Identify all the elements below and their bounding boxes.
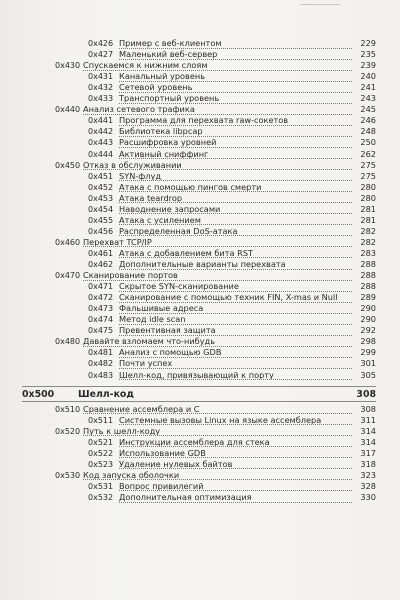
toc-code: 0x443	[88, 138, 114, 148]
toc-subsection-row	[0, 347, 376, 358]
toc-page-number: 314	[360, 425, 376, 436]
toc-title: Метод idle scan	[119, 314, 352, 325]
toc-title: Дополнительная оптимизация	[119, 492, 352, 503]
toc-title: Превентивная защита	[119, 325, 352, 336]
toc-page-number: 288	[360, 270, 376, 281]
toc-title: Программа для перехвата raw-сокетов	[119, 115, 352, 126]
toc-title: Фальшивые адреса	[119, 303, 352, 314]
toc-page-number: 246	[360, 115, 376, 126]
toc-code: 0x426	[88, 39, 114, 48]
toc-subsection-row	[0, 492, 376, 503]
toc-title: Вопрос привилегий	[119, 481, 352, 492]
toc-code: 0x474	[88, 315, 114, 325]
toc-code: 0x451	[88, 171, 114, 181]
toc-page-number: 282	[360, 236, 376, 247]
toc-section-row	[0, 336, 376, 347]
toc-title: Расшифровка уровней	[119, 137, 352, 148]
toc-page-number: 308	[360, 403, 376, 414]
toc-code: 0x520	[55, 426, 81, 436]
toc-code: 0x450	[55, 160, 81, 170]
toc-subsection-row	[0, 415, 376, 426]
toc-subsection-row	[0, 182, 376, 193]
toc-code: 0x510	[55, 404, 81, 414]
toc-title: Инструкции ассемблера для стека	[119, 437, 352, 448]
toc-subsection-row	[0, 459, 376, 470]
toc-subsection-row	[0, 215, 376, 226]
toc-title: Атака с помощью пингов смерти	[119, 182, 352, 193]
toc-code: 0x471	[88, 282, 114, 292]
toc-code: 0x470	[55, 271, 81, 281]
toc-subsection-row	[0, 38, 376, 49]
toc-title: Атака teardrop	[119, 193, 352, 204]
toc-section-row	[0, 237, 376, 248]
toc-page-number: 281	[360, 214, 376, 225]
toc-section-row	[0, 426, 376, 437]
toc-title: Шелл-код, привязывающий к порту	[119, 370, 352, 381]
toc-subsection-row	[0, 82, 376, 93]
toc-page-number: 282	[360, 225, 376, 236]
toc-page-number: 281	[360, 203, 376, 214]
toc-code: 0x522	[88, 448, 114, 458]
toc-code: 0x483	[88, 370, 114, 380]
toc-subsection-row	[0, 171, 376, 182]
toc-subsection-row	[0, 370, 376, 381]
toc-title: Шелл-код	[78, 388, 134, 399]
toc-page-number: 301	[360, 358, 376, 369]
toc-code: 0x456	[88, 226, 114, 236]
toc-subsection-row	[0, 325, 376, 336]
toc-title: Спускаемся к нижним слоям	[83, 60, 352, 71]
toc-code: 0x480	[55, 337, 81, 347]
toc-page-number: 288	[360, 281, 376, 292]
toc-page-number: 318	[360, 458, 376, 469]
toc-page-number: 280	[360, 192, 376, 203]
toc-title: Системные вызовы Linux на языке ассемблера	[119, 415, 352, 426]
toc-code: 0x472	[88, 293, 114, 303]
toc-page-number: 250	[360, 137, 376, 148]
toc-title: Сетевой уровень	[119, 82, 352, 93]
toc-title: SYN-флуд	[119, 171, 352, 182]
toc-code: 0x431	[88, 72, 114, 82]
toc-title: Маленький веб-сервер	[119, 49, 352, 60]
toc-code: 0x432	[88, 83, 114, 93]
toc-code: 0x530	[55, 470, 81, 480]
toc-page-number: 299	[360, 347, 376, 358]
toc-code: 0x532	[88, 493, 114, 502]
toc-code: 0x511	[88, 415, 114, 425]
toc-title: Пример с веб-клиентом	[119, 38, 352, 49]
toc-page-number: 298	[360, 336, 376, 347]
toc-title: Сравнение ассемблера и C	[83, 404, 352, 415]
toc-title: Анализ с помощью GDB	[119, 347, 352, 358]
toc-title: Почти успех	[119, 358, 352, 369]
toc-title: Использование GDB	[119, 448, 352, 459]
toc-title: Дополнительные варианты перехвата	[119, 259, 352, 270]
toc-section-row	[0, 470, 376, 481]
toc-code: 0x427	[88, 50, 114, 60]
toc-subsection-row	[0, 259, 376, 270]
toc-code: 0x441	[88, 116, 114, 126]
toc-subsection-row	[0, 115, 376, 126]
toc-code: 0x500	[22, 388, 55, 400]
toc-page-number: 305	[360, 369, 376, 380]
toc-section-row	[0, 270, 376, 281]
toc-subsection-row	[0, 281, 376, 292]
toc-subsection-row	[0, 193, 376, 204]
toc-title: Распределенная DoS-атака	[119, 226, 352, 237]
toc-page-number: 288	[360, 259, 376, 269]
toc-page-number: 292	[360, 325, 376, 336]
toc-title: Атака с усилением	[119, 215, 352, 226]
toc-title: Перехват TCP/IP	[83, 237, 352, 248]
toc-page-number: 289	[360, 292, 376, 303]
toc-code: 0x521	[88, 437, 114, 447]
toc-subsection-row	[0, 314, 376, 325]
toc-subsection-row	[0, 93, 376, 104]
toc-title: Скрытое SYN-сканирование	[119, 281, 352, 292]
toc-page-number: 275	[360, 170, 376, 181]
toc-page-number: 283	[360, 247, 376, 258]
toc-chapter-row	[0, 389, 376, 400]
toc-title: Активный сниффинг	[119, 149, 352, 160]
toc-page-number: 280	[360, 181, 376, 192]
toc-code: 0x460	[55, 237, 81, 247]
toc-code: 0x461	[88, 248, 114, 258]
toc-subsection-row	[0, 126, 376, 137]
toc-code: 0x433	[88, 94, 114, 104]
toc-code: 0x481	[88, 348, 114, 358]
toc-page-number: 328	[360, 480, 376, 491]
chapter-rule	[22, 401, 376, 402]
toc-subsection-row	[0, 49, 376, 60]
toc-title: Отказ в обслуживании	[83, 160, 352, 171]
toc-code: 0x455	[88, 215, 114, 225]
toc-page-number: 229	[360, 38, 376, 48]
toc-page-number: 311	[360, 414, 376, 425]
toc-code: 0x523	[88, 459, 114, 469]
chapter-rule	[22, 386, 376, 387]
toc-page-number: 248	[360, 126, 376, 137]
toc-title: Сканирование с помощью техник FIN, X-mas и Null	[119, 292, 352, 303]
toc-page-number: 275	[360, 159, 376, 170]
toc-page-number: 239	[360, 60, 376, 71]
toc-page-number: 240	[360, 71, 376, 82]
toc-page-number: 243	[360, 93, 376, 104]
toc-code: 0x473	[88, 304, 114, 314]
toc-subsection-row	[0, 481, 376, 492]
toc-section-row	[0, 160, 376, 171]
toc-page-number: 245	[360, 104, 376, 115]
toc-title: Давайте взломаем что-нибудь	[83, 336, 352, 347]
toc-code: 0x482	[88, 359, 114, 369]
toc-title: Канальный уровень	[119, 71, 352, 82]
toc-title: Код запуска оболочки	[83, 470, 352, 481]
toc-subsection-row	[0, 248, 376, 259]
toc-page-number: 290	[360, 314, 376, 325]
toc-code: 0x453	[88, 193, 114, 203]
toc-title: Наводнение запросами	[119, 204, 352, 215]
toc-page-number: 317	[360, 447, 376, 458]
toc-subsection-row	[0, 358, 376, 369]
toc-subsection-row	[0, 137, 376, 148]
toc-subsection-row	[0, 437, 376, 448]
toc-page-number: 330	[360, 492, 376, 502]
toc-section-row	[0, 104, 376, 115]
toc-code: 0x442	[88, 127, 114, 137]
toc-code: 0x531	[88, 481, 114, 491]
toc-code: 0x440	[55, 105, 81, 115]
toc-subsection-row	[0, 292, 376, 303]
toc-code: 0x452	[88, 182, 114, 192]
toc-code: 0x444	[88, 149, 114, 159]
toc-code: 0x475	[88, 326, 114, 336]
toc-section-row	[0, 60, 376, 71]
toc-title: Транспортный уровень	[119, 93, 352, 104]
toc-code: 0x462	[88, 260, 114, 269]
toc-code: 0x430	[55, 61, 81, 71]
toc-page-number: 290	[360, 303, 376, 314]
toc-subsection-row	[0, 226, 376, 237]
toc-section-row	[0, 404, 376, 415]
toc-page-number: 241	[360, 82, 376, 93]
page-edge-mark	[300, 4, 340, 8]
toc-page-number: 323	[360, 469, 376, 480]
toc-subsection-row	[0, 303, 376, 314]
toc-title: Сканирование портов	[83, 270, 352, 281]
toc-subsection-row	[0, 448, 376, 459]
toc-subsection-row	[0, 149, 376, 160]
toc-page-number: 262	[360, 148, 376, 159]
toc-page-number: 235	[360, 49, 376, 60]
toc-code: 0x454	[88, 204, 114, 214]
toc-subsection-row	[0, 71, 376, 82]
toc-page-number: 314	[360, 436, 376, 447]
toc-title: Анализ сетевого трафика	[83, 104, 352, 115]
toc-subsection-row	[0, 204, 376, 215]
toc-title: Атака с добавлением бита RST	[119, 248, 352, 259]
toc-title: Библиотека libpcap	[119, 126, 352, 137]
toc-title: Путь к шелл-коду	[83, 426, 352, 437]
toc-title: Удаление нулевых байтов	[119, 459, 352, 470]
toc-page-number: 308	[356, 388, 376, 400]
